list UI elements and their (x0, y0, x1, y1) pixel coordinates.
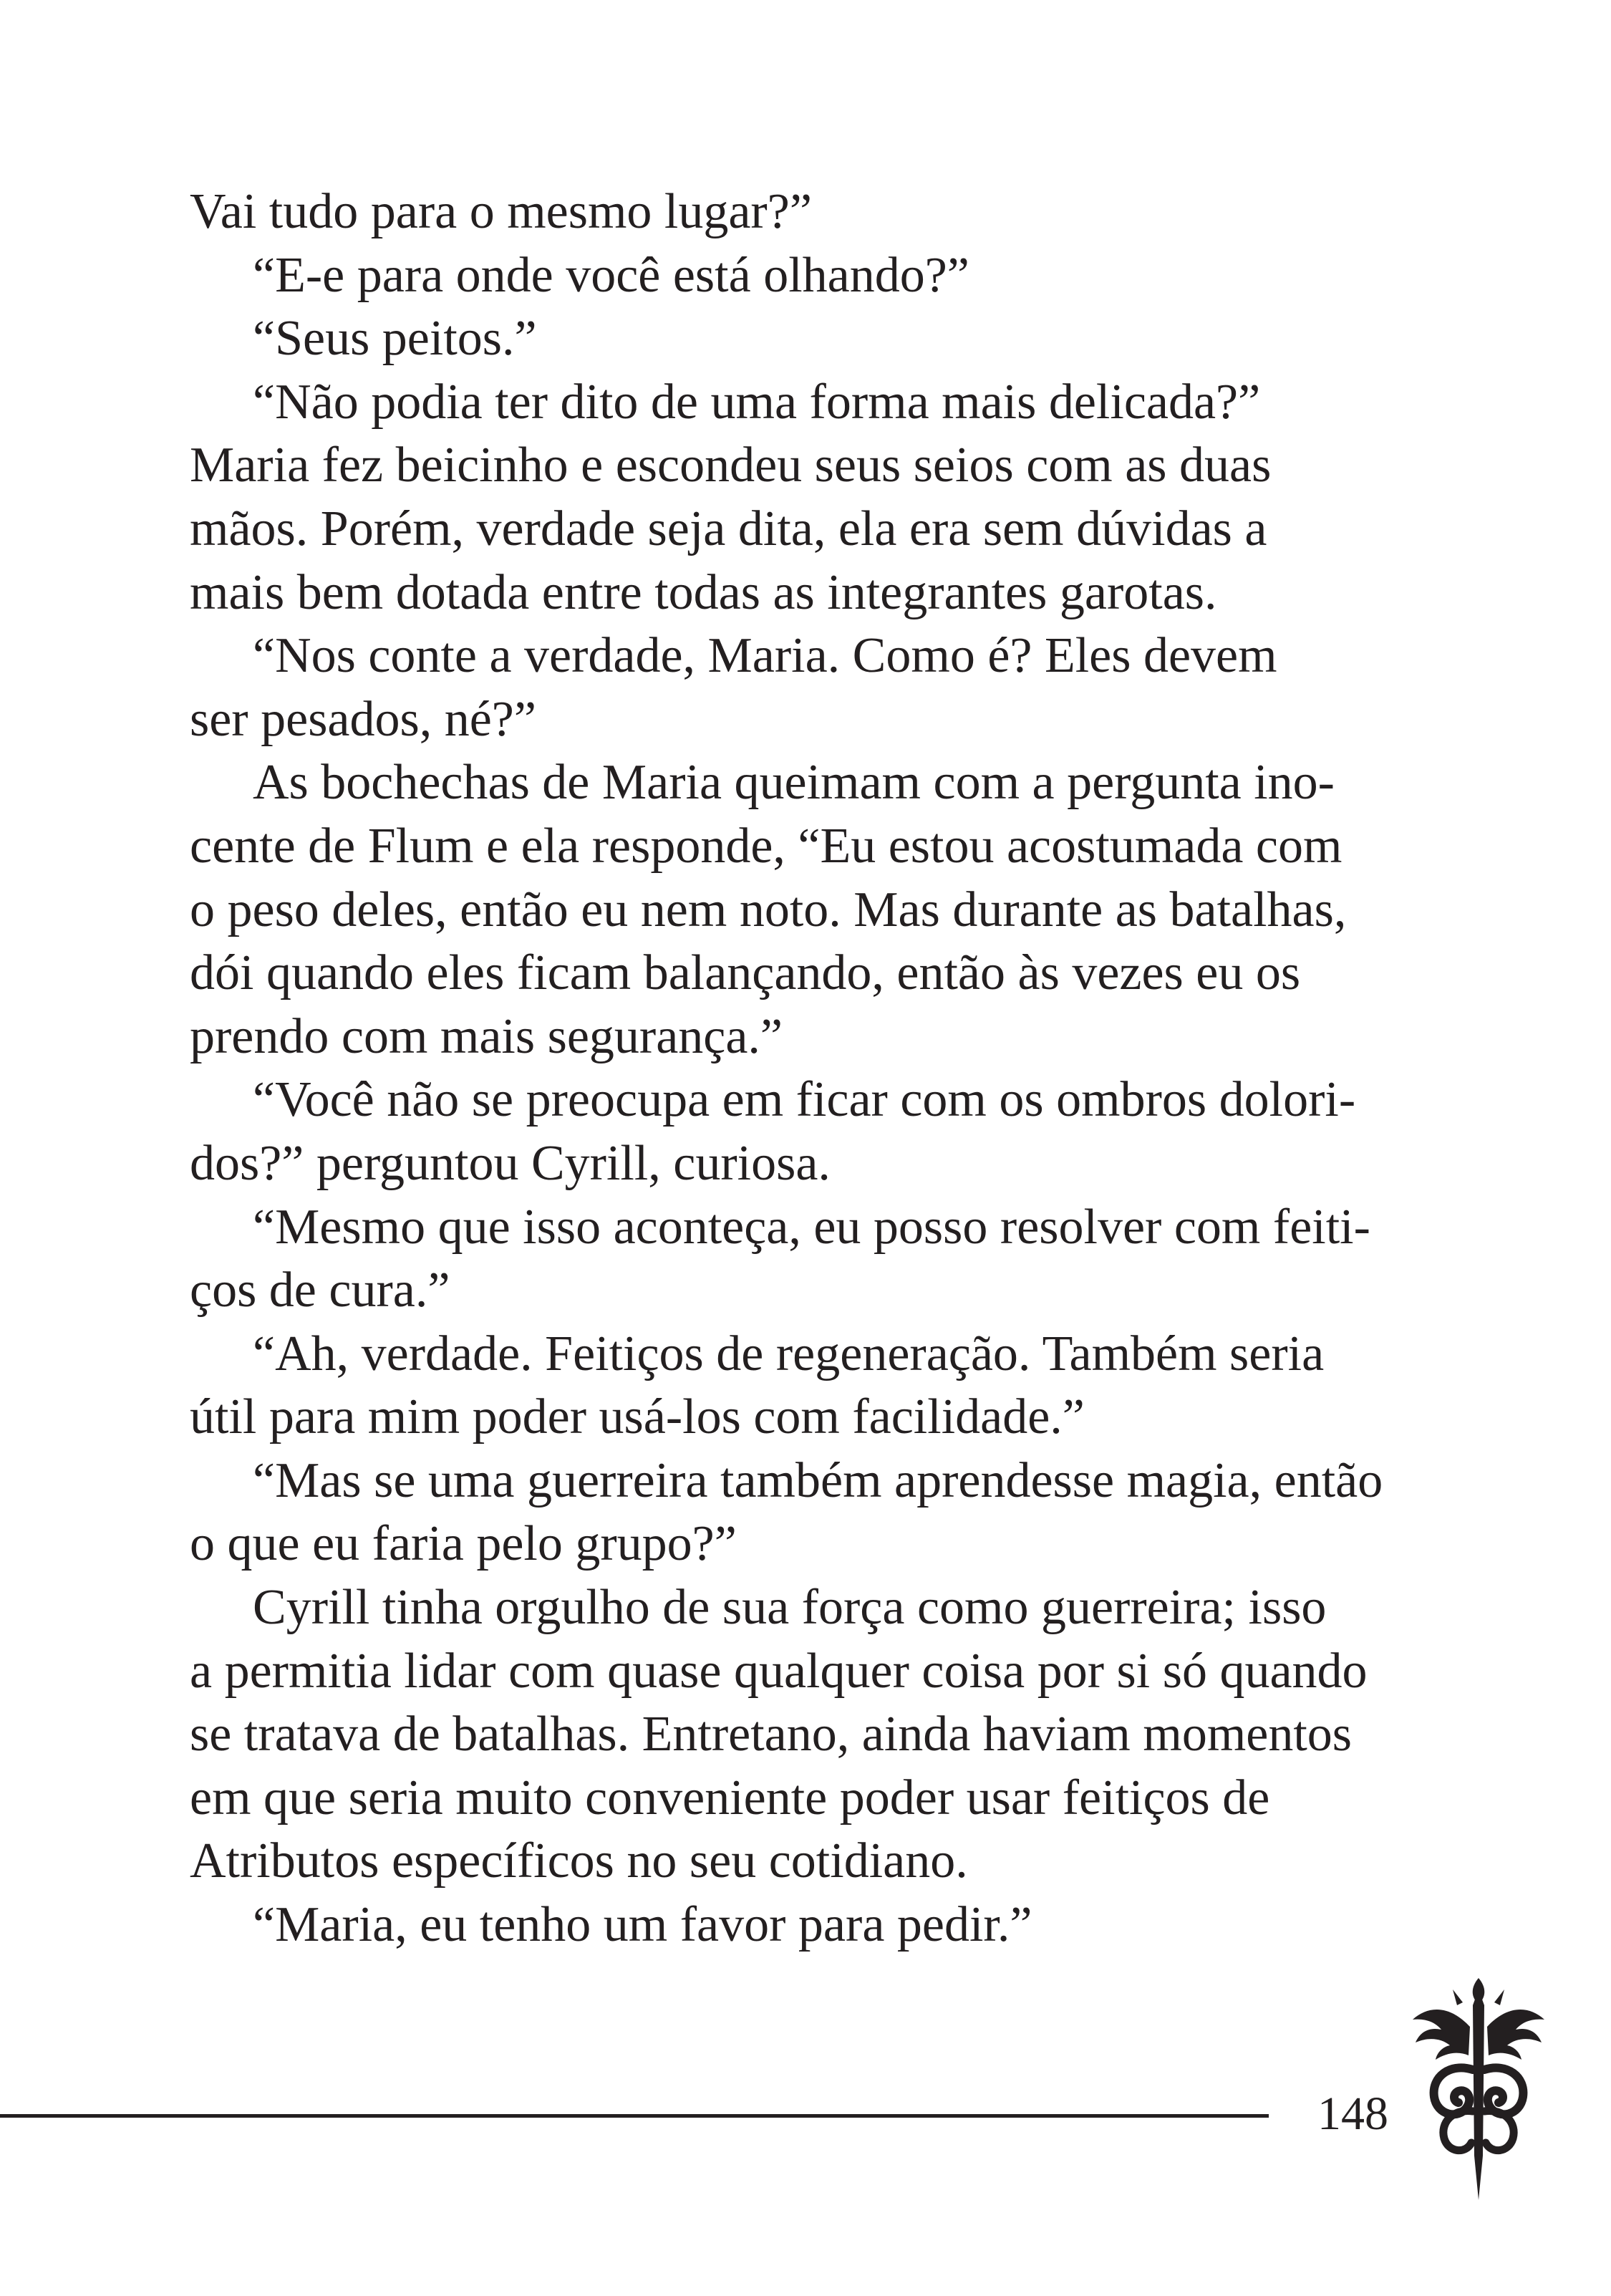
footer-rule (0, 2114, 1269, 2118)
text-line: a permitia lidar com quase qualquer coisa por si só quando (190, 1643, 1368, 1699)
text-line: se tratava de batalhas. Entretano, ainda haviam momentos (190, 1707, 1353, 1762)
text-line: cente de Flum e ela responde, “Eu estou acostumada com (190, 818, 1342, 874)
text-line: dói quando eles ficam balançando, então às vezes eu os (190, 945, 1301, 1001)
text-line: dos?” perguntou Cyrill, curiosa. (190, 1135, 831, 1191)
text-line: “Nos conte a verdade, Maria. Como é? Eles devem (253, 628, 1277, 684)
text-line: mais bem dotada entre todas as integrantes garotas. (190, 564, 1217, 620)
text-line: ser pesados, né?” (190, 691, 536, 747)
text-line: “Mesmo que isso aconteça, eu posso resolver com feiti- (253, 1199, 1370, 1255)
text-line: “Mas se uma guerreira também aprendesse magia, então (253, 1452, 1383, 1508)
winged-sword-crest-icon (1407, 1977, 1550, 2206)
text-line: em que seria muito conveniente poder usar feitiços de (190, 1770, 1270, 1825)
text-line: “Você não se preocupa em ficar com os ombros dolori- (253, 1072, 1356, 1128)
text-line: Vai tudo para o mesmo lugar?” (190, 184, 812, 239)
text-line: “E-e para onde você está olhando?” (253, 247, 969, 303)
page-number: 148 (1317, 2088, 1388, 2140)
text-line: As bochechas de Maria queimam com a pergunta ino- (253, 755, 1335, 811)
text-line: “Maria, eu tenho um favor para pedir.” (253, 1897, 1032, 1953)
text-line: útil para mim poder usá-los com facilidade.” (190, 1389, 1085, 1445)
text-line: o peso deles, então eu nem noto. Mas durante as batalhas, (190, 882, 1347, 937)
text-line: “Seus peitos.” (253, 311, 537, 367)
text-line: “Ah, verdade. Feitiços de regeneração. Também seria (253, 1326, 1325, 1381)
text-line: Cyrill tinha orgulho de sua força como guerreira; isso (253, 1580, 1327, 1636)
text-line: prendo com mais segurança.” (190, 1008, 783, 1064)
body-text (190, 180, 1436, 1957)
text-line: mãos. Porém, verdade seja dita, ela era sem dúvidas a (190, 501, 1267, 556)
text-line: Maria fez beicinho e escondeu seus seios com as duas (190, 438, 1272, 493)
text-line: Atributos específicos no seu cotidiano. (190, 1833, 968, 1889)
text-line: “Não podia ter dito de uma forma mais delicada?” (253, 374, 1261, 430)
text-line: o que eu faria pelo grupo?” (190, 1516, 737, 1572)
text-line: ços de cura.” (190, 1263, 450, 1318)
